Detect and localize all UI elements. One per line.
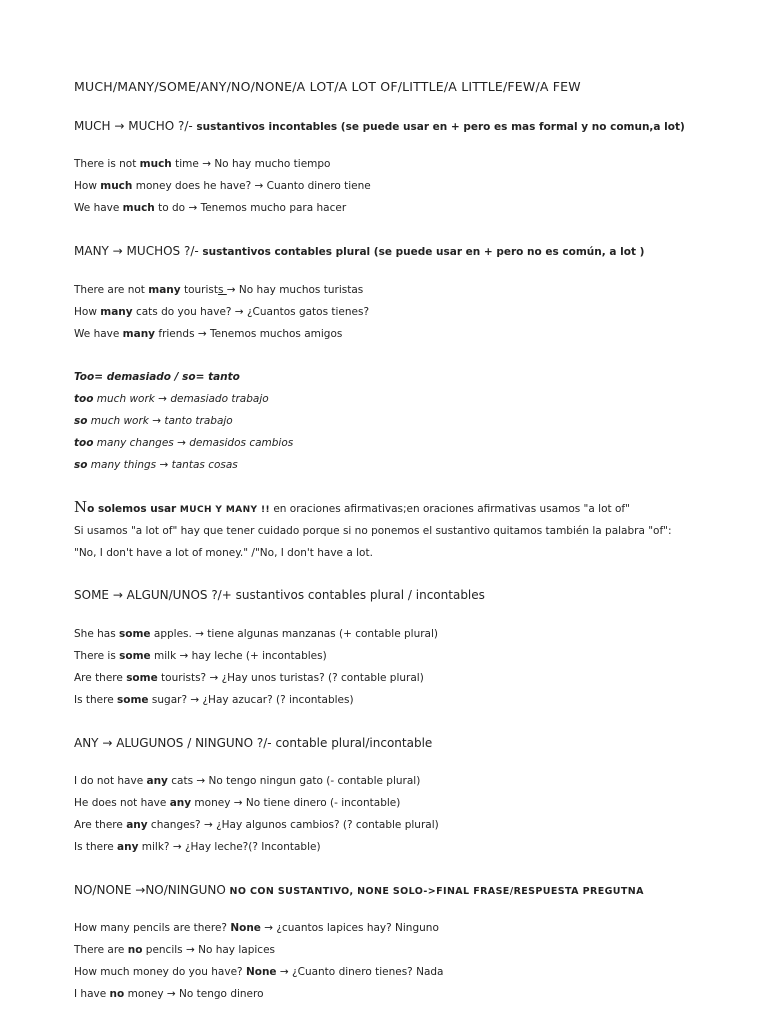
no-none-heading-main: NO/NONE →NO/NINGUNO bbox=[74, 883, 226, 897]
much-example-3: We have much to do → Tenemos mucho para hacer bbox=[74, 202, 347, 214]
much-heading bbox=[74, 119, 685, 134]
much-example-1: There is not much time → No hay mucho tiempo bbox=[74, 158, 331, 170]
too-so-heading: Too= demasiado / so= tanto bbox=[74, 371, 240, 383]
much-example-2: How much money does he have? → Cuanto dinero tiene bbox=[74, 180, 371, 192]
many-heading bbox=[74, 244, 644, 259]
too-example-1: too much work → demasiado trabajo bbox=[74, 393, 269, 405]
no-example-1: How many pencils are there? None → ¿cuantos lapices hay? Ninguno bbox=[74, 922, 439, 934]
many-example-1: There are not many tourists → No hay muchos turistas bbox=[74, 284, 364, 296]
page-title: MUCH/MANY/SOME/ANY/NO/NONE/A LOT/A LOT OF/LITTLE/A LITTLE/FEW/A FEW bbox=[74, 79, 581, 94]
note-line-2: Si usamos "a lot of" hay que tener cuidado porque si no ponemos el sustantivo quitamos también la palabra "of": bbox=[74, 525, 672, 537]
no-none-heading-note: NO CON SUSTANTIVO, NONE SOLO->FINAL FRASE/RESPUESTA PREGUTNA bbox=[225, 886, 644, 897]
some-example-3: Are there some tourists? → ¿Hay unos turistas? (? contable plural) bbox=[74, 672, 424, 684]
no-none-heading bbox=[74, 883, 644, 899]
any-example-1: I do not have any cats → No tengo ningun gato (- contable plural) bbox=[74, 775, 421, 787]
much-heading-note: sustantivos incontables (se puede usar en + pero es mas formal y no comun,a lot) bbox=[192, 121, 685, 133]
so-example-2: so many things → tantas cosas bbox=[74, 459, 238, 471]
any-example-3: Are there any changes? → ¿Hay algunos cambios? (? contable plural) bbox=[74, 819, 439, 831]
any-example-4: Is there any milk? → ¿Hay leche?(? Incontable) bbox=[74, 841, 321, 853]
any-example-2: He does not have any money → No tiene dinero (- incontable) bbox=[74, 797, 401, 809]
so-example-1: so much work → tanto trabajo bbox=[74, 415, 233, 427]
too-example-2: too many changes → demasidos cambios bbox=[74, 437, 294, 449]
some-example-2: There is some milk → hay leche (+ incontables) bbox=[74, 650, 327, 662]
some-heading: SOME → ALGUN/UNOS ?/+ sustantivos contables plural / incontables bbox=[74, 588, 485, 602]
no-example-2: There are no pencils → No hay lapices bbox=[74, 944, 275, 956]
no-example-4: I have no money → No tengo dinero bbox=[74, 988, 264, 1000]
some-example-4: Is there some sugar? → ¿Hay azucar? (? incontables) bbox=[74, 694, 354, 706]
many-example-3: We have many friends → Tenemos muchos amigos bbox=[74, 328, 343, 340]
much-heading-main: MUCH → MUCHO ?/- bbox=[74, 119, 193, 133]
any-heading: ANY → ALUGUNOS / NINGUNO ?/- contable plural/incontable bbox=[74, 736, 433, 750]
many-heading-note: sustantivos contables plural (se puede usar en + pero no es común, a lot ) bbox=[198, 246, 645, 258]
many-example-2: How many cats do you have? → ¿Cuantos gatos tienes? bbox=[74, 306, 370, 318]
no-example-3: How much money do you have? None → ¿Cuanto dinero tienes? Nada bbox=[74, 966, 444, 978]
note-line-3: "No, I don't have a lot of money." /"No, I don't have a lot. bbox=[74, 547, 373, 559]
some-example-1: She has some apples. → tiene algunas manzanas (+ contable plural) bbox=[74, 628, 438, 640]
many-heading-main: MANY → MUCHOS ?/- bbox=[74, 244, 199, 258]
note-line-1: No solemos usar MUCH Y MANY !! en oraciones afirmativas;en oraciones afirmativas usamos "a lot of" bbox=[74, 498, 630, 516]
